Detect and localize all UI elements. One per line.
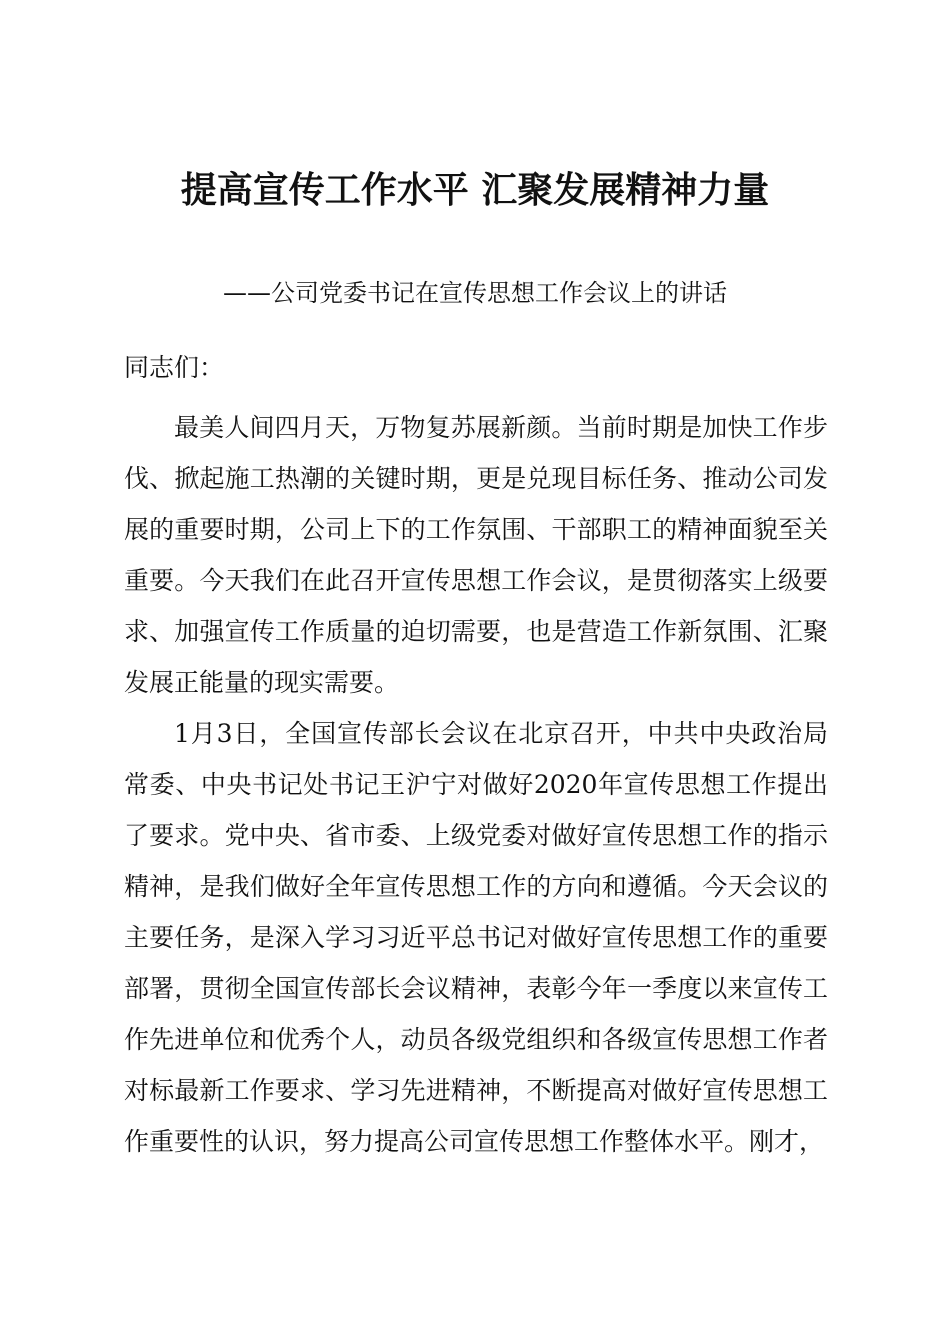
salutation: 同志们： — [124, 353, 225, 382]
paragraph-1: 最美人间四月天，万物复苏展新颜。当前时期是加快工作步伐、掀起施工热潮的关键时期，更是兑现目标任务、推动公司发展的重要时期，公司上下的工作氛围、干部职工的精神面貌至关重要。今天我们在此召开宣传思想工作会议，是贯彻落实上级要求、加强宣传工作质量的迫切需要，也是营造工作新氛围、汇聚发展正能量的现实需要。 — [124, 413, 828, 697]
paragraph-2: 1月3日，全国宣传部长会议在北京召开，中共中央政治局常委、中央书记处书记王沪宁对做好2020年宣传思想工作提出了要求。党中央、省市委、上级党委对做好宣传思想工作的指示精神，是我们做好全年宣传思想工作的方向和遵循。今天会议的主要任务，是深入学习习近平总书记对做好宣传思想工作的重要部署，贯彻全国宣传部长会议精神，表彰今年一季度以来宣传工作先进单位和优秀个人，动员各级党组织和各级宣传思想工作者对标最新工作要求、学习先进精神，不断提高对做好宣传思想工作重要性的认识，努力提高公司宣传思想工作整体水平。刚才， — [124, 719, 828, 1156]
document-subtitle: ——公司党委书记在宣传思想工作会议上的讲话 — [223, 279, 727, 307]
document-title: 提高宣传工作水平 汇聚发展精神力量 — [180, 169, 770, 211]
body-text — [124, 402, 828, 1167]
